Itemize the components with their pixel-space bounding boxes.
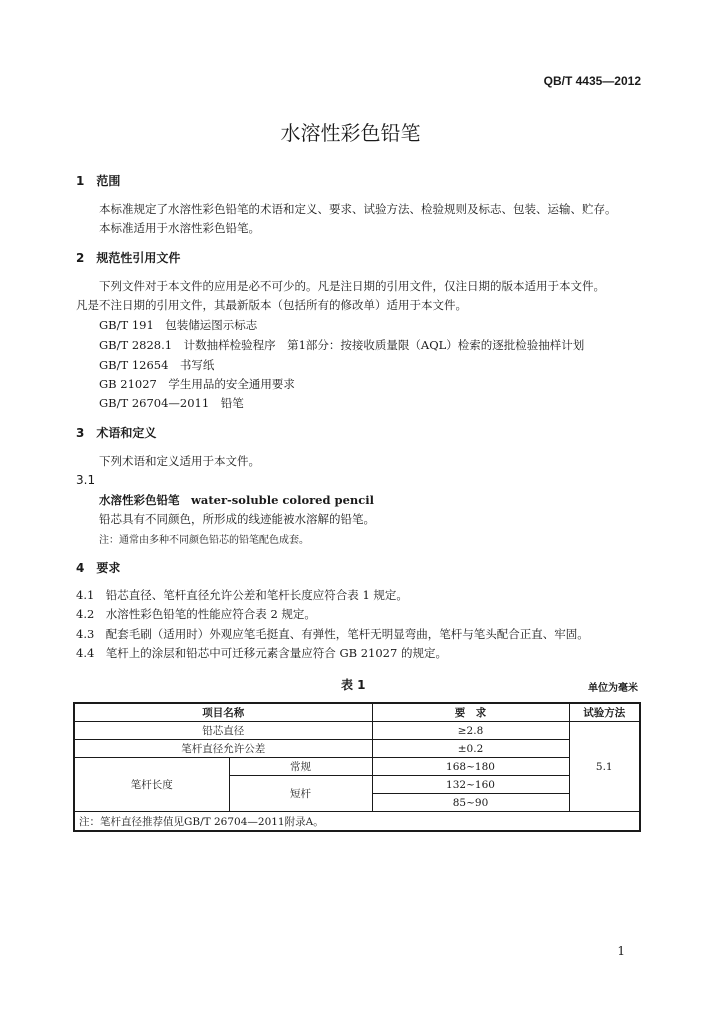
requirement-4-2: 4.2 水溶性彩色铅笔的性能应符合表 2 规定。 bbox=[76, 607, 316, 621]
row-regular-value: 168~180 bbox=[372, 758, 569, 776]
table-header-requirement: 要 求 bbox=[372, 703, 569, 722]
reference-gbt26704: GB/T 26704—2011 铅笔 bbox=[99, 396, 244, 410]
row-short-label: 短杆 bbox=[229, 776, 372, 812]
section-1-heading: 1 范围 bbox=[76, 174, 121, 188]
row-barrel-tolerance-label: 笔杆直径允许公差 bbox=[74, 740, 372, 758]
term-note: 注：通常由多种不同颜色铅芯的铅笔配色成套。 bbox=[99, 535, 309, 546]
row-short-value-1: 132~160 bbox=[372, 776, 569, 794]
section-1-paragraph-1: 本标准规定了水溶性彩色铅笔的术语和定义、要求、试验方法、检验规则及标志、包装、运输、贮存。 bbox=[99, 202, 617, 216]
row-short-value-2: 85~90 bbox=[372, 794, 569, 812]
requirement-4-4: 4.4 笔杆上的涂层和铅芯中可迁移元素含量应符合 GB 21027 的规定。 bbox=[76, 646, 447, 660]
reference-gbt191: GB/T 191 包装储运图示标志 bbox=[99, 318, 258, 332]
section-1-paragraph-2: 本标准适用于水溶性彩色铅笔。 bbox=[99, 221, 260, 235]
requirement-4-1: 4.1 铅芯直径、笔杆直径允许公差和笔杆长度应符合表 1 规定。 bbox=[76, 588, 408, 602]
row-regular-label: 常规 bbox=[229, 758, 372, 776]
term-number: 3.1 bbox=[76, 473, 96, 487]
row-core-diameter-value: ≥2.8 bbox=[372, 722, 569, 740]
document-title: 水溶性彩色铅笔 bbox=[280, 121, 421, 145]
table-note: 注：笔杆直径推荐值见GB/T 26704—2011附录A。 bbox=[74, 812, 640, 832]
standard-code: QB/T 4435—2012 bbox=[543, 74, 641, 88]
table-header-item: 项目名称 bbox=[74, 703, 372, 722]
row-barrel-length-label: 笔杆长度 bbox=[74, 758, 229, 812]
requirement-4-3: 4.3 配套毛刷（适用时）外观应笔毛挺直、有弹性，笔杆无明显弯曲，笔杆与笔头配合正直、牢固。 bbox=[76, 627, 589, 641]
test-method-value: 5.1 bbox=[569, 722, 640, 812]
table-1 bbox=[73, 702, 641, 832]
term-title: 水溶性彩色铅笔 water-soluble colored pencil bbox=[99, 493, 375, 507]
table-unit: 单位为毫米 bbox=[588, 683, 638, 694]
section-2-paragraph-line-2: 凡是不注日期的引用文件，其最新版本（包括所有的修改单）适用于本文件。 bbox=[76, 298, 467, 312]
row-barrel-tolerance-value: ±0.2 bbox=[372, 740, 569, 758]
section-2-paragraph-line-1: 下列文件对于本文件的应用是必不可少的。凡是注日期的引用文件，仅注日期的版本适用于本文件。 bbox=[99, 279, 605, 293]
section-3-heading: 3 术语和定义 bbox=[76, 426, 157, 440]
section-3-intro: 下列术语和定义适用于本文件。 bbox=[99, 454, 260, 468]
page-number: 1 bbox=[617, 944, 625, 958]
section-4-heading: 4 要求 bbox=[76, 561, 121, 575]
table-header-method: 试验方法 bbox=[569, 703, 640, 722]
term-definition: 铅芯具有不同颜色，所形成的线迹能被水溶解的铅笔。 bbox=[99, 512, 375, 526]
reference-gb21027: GB 21027 学生用品的安全通用要求 bbox=[99, 377, 295, 391]
table-caption: 表 1 bbox=[341, 678, 366, 692]
reference-gbt12654: GB/T 12654 书写纸 bbox=[99, 358, 215, 372]
reference-gbt2828: GB/T 2828.1 计数抽样检验程序 第1部分：按接收质量限（AQL）检索的逐批检验抽样计划 bbox=[99, 338, 585, 352]
row-core-diameter-label: 铅芯直径 bbox=[74, 722, 372, 740]
section-2-heading: 2 规范性引用文件 bbox=[76, 251, 181, 265]
